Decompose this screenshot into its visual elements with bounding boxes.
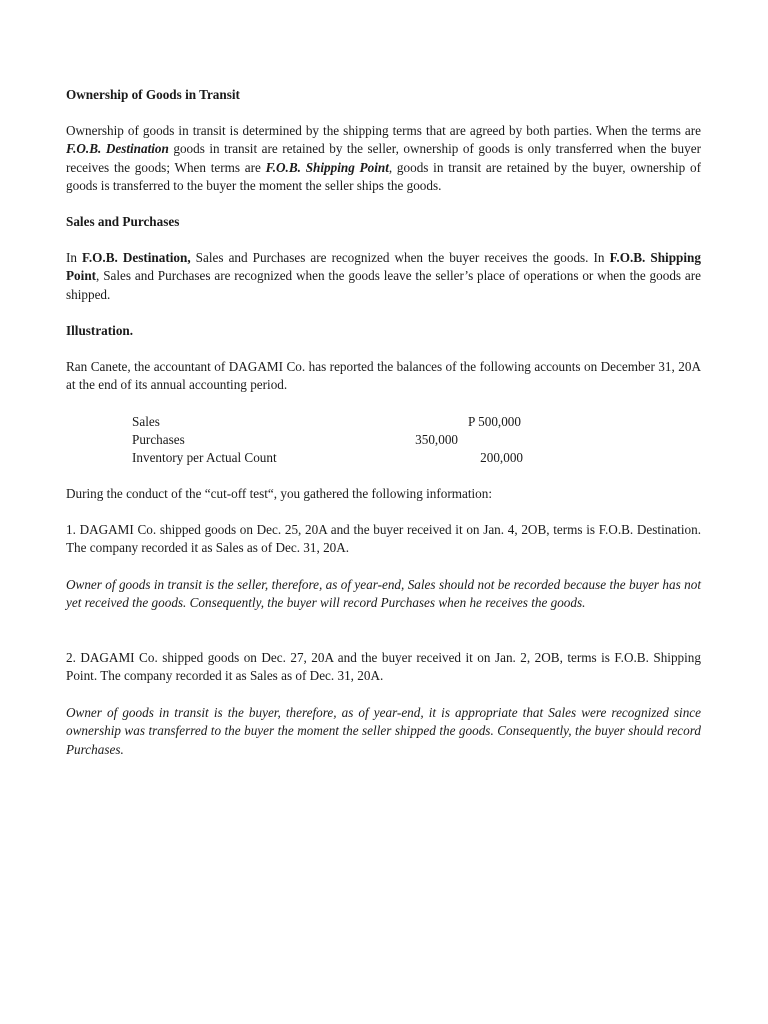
term-fob-shipping-point: F.O.B. Shipping Point bbox=[265, 159, 389, 175]
heading-illustration: Illustration. bbox=[66, 323, 134, 338]
term-fob-destination: F.O.B. Destination, bbox=[82, 250, 191, 265]
paragraph-text: In bbox=[66, 250, 83, 265]
account-value: P 500,000 bbox=[467, 414, 521, 429]
paragraph-text: Ownership of goods in transit is determined by the shipping terms that are agreed by both parties. When the terms are bbox=[66, 123, 701, 138]
term-fob-shipping-point: F.O.B. Shipping Point bbox=[66, 250, 701, 284]
account-name: Sales bbox=[132, 414, 160, 429]
paragraph-ownership bbox=[66, 122, 701, 195]
paragraph-text: Sales and Purchases are recognized when the buyer receives the goods. In bbox=[190, 250, 610, 265]
term-fob-destination: F.O.B. Destination bbox=[66, 141, 169, 157]
paragraph-illustration: Ran Canete, the accountant of DAGAMI Co. has reported the balances of the following accounts on December 31, 20A at the end of its annual accounting period. bbox=[66, 359, 701, 393]
paragraph-text: , Sales and Purchases are recognized when the goods leave the seller’s place of operations or when the goods are shipped. bbox=[66, 268, 701, 302]
account-value: 350,000 bbox=[415, 432, 458, 447]
account-name: Inventory per Actual Count bbox=[132, 450, 277, 465]
list-item-2: 2. DAGAMI Co. shipped goods on Dec. 27, 20A and the buyer received it on Jan. 2, 2OB, terms is F.O.B. Shipping Point. The company recorded it as Sales as of Dec. 31, 20A. bbox=[66, 650, 701, 684]
account-value: 200,000 bbox=[480, 450, 523, 465]
list-item-2-note: Owner of goods in transit is the buyer, therefore, as of year-end, it is appropriate that Sales were recognized since ownership was transferred to the buyer the moment the seller shipped the goods. Consequently, the buyer should record Purchases. bbox=[66, 705, 701, 757]
list-item-1: 1. DAGAMI Co. shipped goods on Dec. 25, 20A and the buyer received it on Jan. 4, 2OB, terms is F.O.B. Destination. The company recorded it as Sales as of Dec. 31, 20A. bbox=[66, 522, 701, 556]
paragraph-sales-purchases bbox=[66, 249, 701, 304]
paragraph-text: goods in transit are retained by the seller, ownership of goods is only transferred when the buyer receives the goods; When terms are bbox=[66, 141, 701, 175]
account-name: Purchases bbox=[132, 432, 185, 447]
heading-sales-purchases: Sales and Purchases bbox=[66, 214, 180, 229]
heading-ownership: Ownership of Goods in Transit bbox=[66, 87, 240, 102]
paragraph-text: , goods in transit are retained by the buyer, ownership of goods is transferred to the buyer the moment the seller ships the goods. bbox=[66, 159, 701, 193]
list-item-1-note: Owner of goods in transit is the seller, therefore, as of year-end, Sales should not be recorded because the buyer has not yet received the goods. Consequently, the buyer will record Purchases when he receives the goods. bbox=[66, 577, 701, 611]
paragraph-cutoff-test: During the conduct of the “cut-off test“, you gathered the following information: bbox=[66, 486, 493, 501]
